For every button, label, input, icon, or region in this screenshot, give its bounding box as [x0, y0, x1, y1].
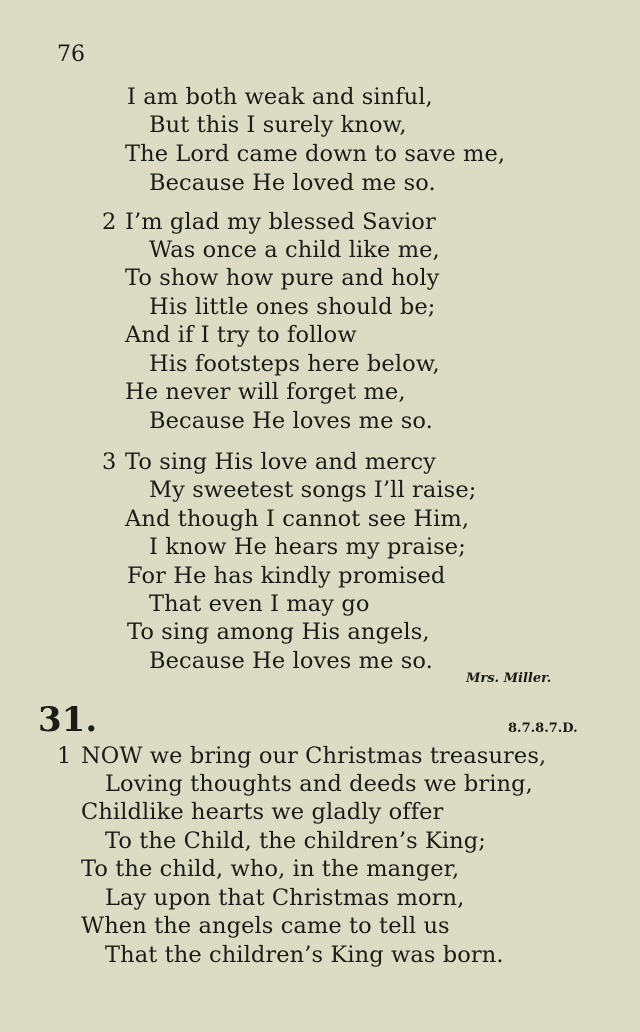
verse-line: I am both weak and sinful, — [127, 84, 433, 110]
verse-number: 3 — [102, 449, 117, 475]
verse-line: I’m glad my blessed Savior — [125, 209, 436, 235]
verse-line: Childlike hearts we gladly offer — [81, 799, 444, 825]
meter-label: 8.7.8.7.D. — [508, 721, 578, 736]
verse-line: That even I may go — [149, 591, 370, 617]
page-number: 76 — [57, 42, 85, 67]
verse-line: And if I try to follow — [125, 322, 357, 348]
verse-line: Was once a child like me, — [149, 237, 440, 263]
verse-line: Because He loved me so. — [149, 170, 436, 196]
verse-line: To sing among His angels, — [127, 619, 430, 645]
verse-line: When the angels came to tell us — [81, 913, 450, 939]
verse-line: His little ones should be; — [149, 294, 436, 320]
hymn-number: 31. — [38, 700, 98, 740]
verse-line: NOW we bring our Christmas treasures, — [81, 743, 547, 769]
verse-line: That the children’s King was born. — [105, 942, 504, 968]
verse-line: I know He hears my praise; — [149, 534, 466, 560]
verse-line: He never will forget me, — [125, 379, 406, 405]
verse-line: And though I cannot see Him, — [125, 506, 470, 532]
verse-line: The Lord came down to save me, — [125, 141, 506, 167]
author-attribution: Mrs. Miller. — [466, 671, 552, 686]
verse-number: 1 — [57, 743, 72, 769]
verse-line: Lay upon that Christmas morn, — [105, 885, 465, 911]
verse-number: 2 — [102, 209, 117, 235]
verse-line: To show how pure and holy — [125, 265, 440, 291]
verse-line: My sweetest songs I’ll raise; — [149, 477, 477, 503]
verse-line: Loving thoughts and deeds we bring, — [105, 771, 533, 797]
verse-line: To the Child, the children’s King; — [105, 828, 486, 854]
verse-line: For He has kindly promised — [127, 563, 446, 589]
verse-line: Because He loves me so. — [149, 648, 433, 674]
verse-line: To the child, who, in the manger, — [81, 856, 460, 882]
verse-line: But this I surely know, — [149, 112, 407, 138]
verse-line: Because He loves me so. — [149, 408, 433, 434]
verse-line: To sing His love and mercy — [125, 449, 436, 475]
verse-line: His footsteps here below, — [149, 351, 440, 377]
